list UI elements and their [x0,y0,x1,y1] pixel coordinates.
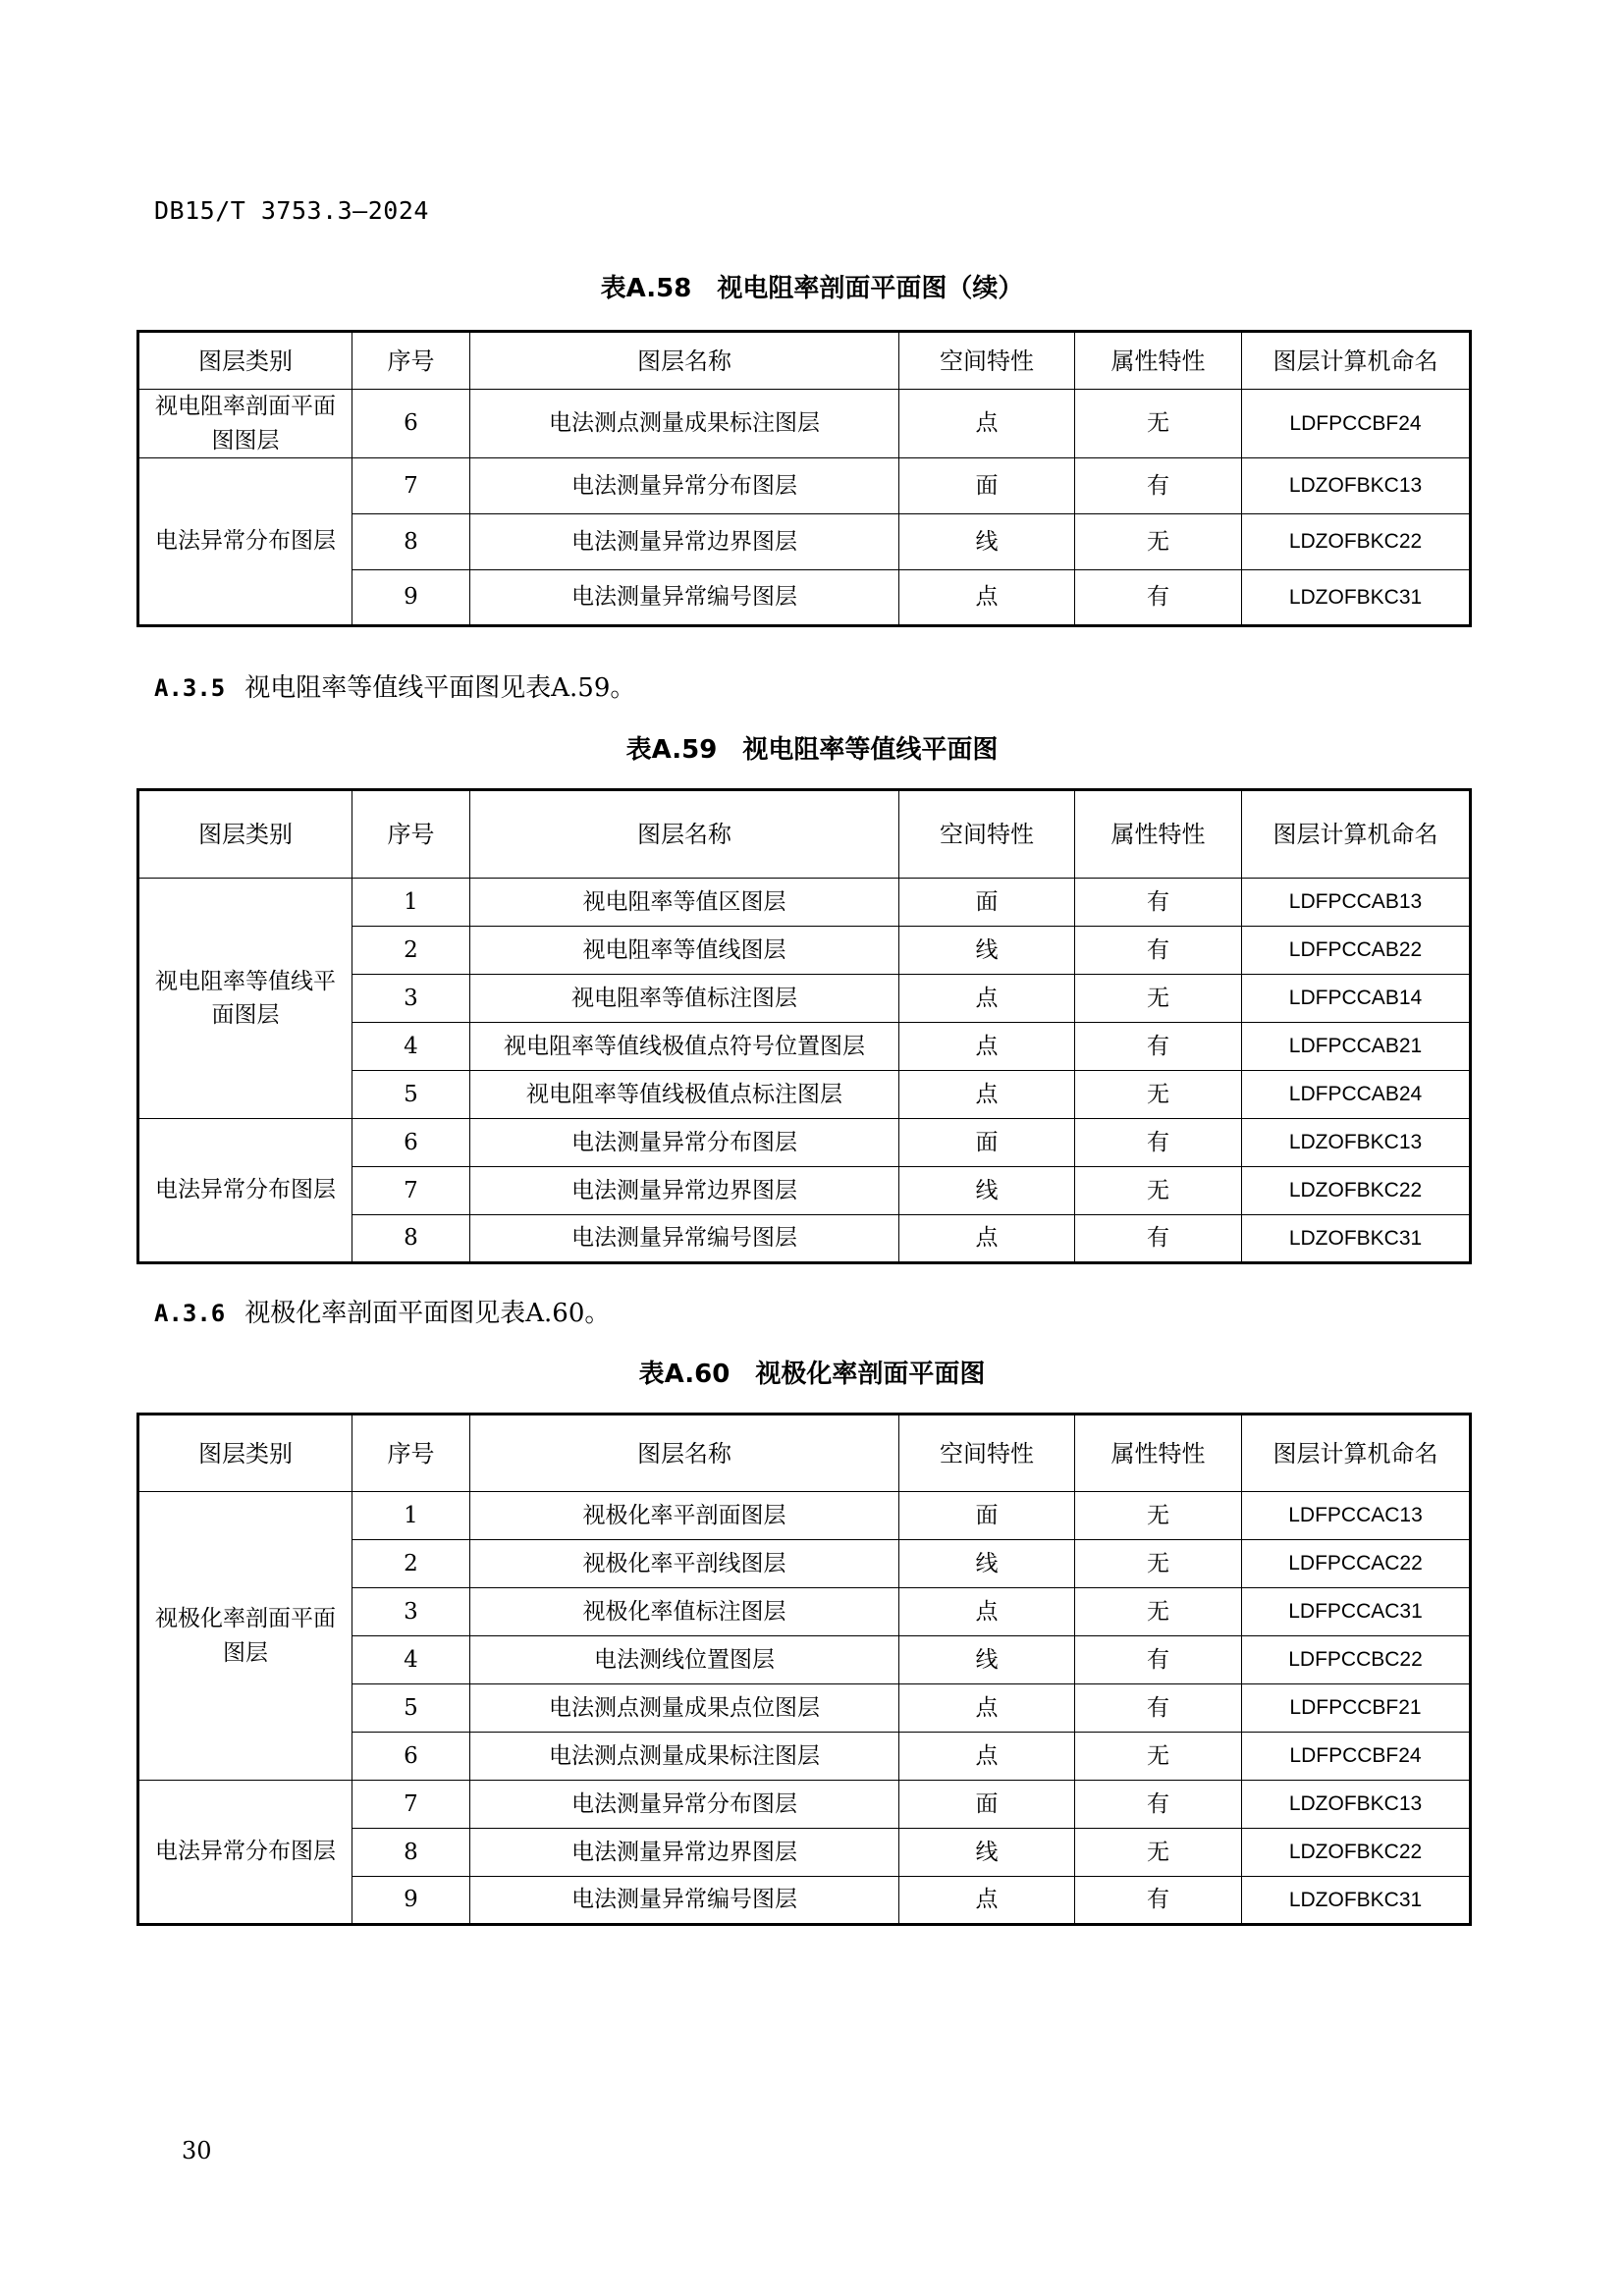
column-header: 图层名称 [470,1415,899,1492]
section-text: 视电阻率等值线平面图见表A.59。 [244,673,636,703]
row-number: 6 [352,1119,470,1167]
layer-name: 电法测量异常分布图层 [470,458,899,514]
row-number: 7 [352,1167,470,1215]
attribute-type: 有 [1075,458,1242,514]
column-header: 空间特性 [899,332,1075,390]
section-a-3-5 [154,667,635,704]
row-number: 6 [352,390,470,458]
layer-category: 视电阻率等值线平面图层 [138,879,352,1119]
spatial-type: 点 [899,1877,1075,1925]
row-number: 7 [352,1781,470,1829]
spatial-type: 线 [899,927,1075,975]
column-header: 图层名称 [470,790,899,879]
spatial-type: 线 [899,1167,1075,1215]
table-58 [136,330,1472,627]
layer-code: LDZOFBKC22 [1242,1167,1471,1215]
attribute-type: 有 [1075,1215,1242,1263]
layer-name: 视电阻率等值区图层 [470,879,899,927]
spatial-type: 点 [899,1023,1075,1071]
layer-name: 电法测线位置图层 [470,1636,899,1684]
column-header: 序号 [352,332,470,390]
layer-name: 电法测量异常边界图层 [470,514,899,570]
layer-code: LDFPCCAC22 [1242,1540,1471,1588]
row-number: 4 [352,1636,470,1684]
spatial-type: 点 [899,975,1075,1023]
layer-name: 视电阻率等值标注图层 [470,975,899,1023]
column-header: 图层计算机命名 [1242,1415,1471,1492]
column-header: 图层计算机命名 [1242,790,1471,879]
column-header: 空间特性 [899,1415,1075,1492]
table-row [138,1119,1471,1167]
header-row [138,332,1471,390]
attribute-type: 无 [1075,1733,1242,1781]
row-number: 4 [352,1023,470,1071]
attribute-type: 有 [1075,1023,1242,1071]
layer-category: 视极化率剖面平面图层 [138,1492,352,1781]
layer-code: LDZOFBKC31 [1242,570,1471,626]
spatial-type: 点 [899,390,1075,458]
layer-name: 视电阻率等值线极值点标注图层 [470,1071,899,1119]
row-number: 8 [352,1829,470,1877]
layer-name: 电法测量异常边界图层 [470,1167,899,1215]
column-header: 图层类别 [138,1415,352,1492]
spatial-type: 点 [899,1588,1075,1636]
layer-code: LDZOFBKC22 [1242,514,1471,570]
attribute-type: 无 [1075,1492,1242,1540]
attribute-type: 无 [1075,1071,1242,1119]
row-number: 1 [352,1492,470,1540]
spatial-type: 面 [899,1119,1075,1167]
column-header: 属性特性 [1075,790,1242,879]
layer-name: 电法测点测量成果点位图层 [470,1684,899,1733]
section-number: A.3.5 [154,674,226,702]
layer-category: 电法异常分布图层 [138,458,352,626]
layer-name: 电法测量异常分布图层 [470,1119,899,1167]
table-60-caption: 表A.60 视极化率剖面平面图 [638,1360,986,1389]
layer-name: 电法测量异常编号图层 [470,1215,899,1263]
column-header: 图层类别 [138,332,352,390]
row-number: 8 [352,514,470,570]
column-header: 序号 [352,1415,470,1492]
layer-name: 视电阻率等值线图层 [470,927,899,975]
layer-name: 视极化率值标注图层 [470,1588,899,1636]
section-number: A.3.6 [154,1300,226,1327]
attribute-type: 无 [1075,514,1242,570]
layer-code: LDZOFBKC13 [1242,458,1471,514]
document-code: DB15/T 3753.3—2024 [154,196,429,225]
table-59-caption: 表A.59 视电阻率等值线平面图 [625,735,999,765]
attribute-type: 无 [1075,975,1242,1023]
spatial-type: 线 [899,514,1075,570]
layer-name: 电法测量异常边界图层 [470,1829,899,1877]
spatial-type: 点 [899,570,1075,626]
spatial-type: 面 [899,1492,1075,1540]
row-number: 9 [352,570,470,626]
attribute-type: 无 [1075,1588,1242,1636]
table-row [138,1781,1471,1829]
layer-code: LDFPCCBF24 [1242,390,1471,458]
column-header: 空间特性 [899,790,1075,879]
row-number: 5 [352,1071,470,1119]
attribute-type: 有 [1075,1781,1242,1829]
layer-name: 视极化率平剖线图层 [470,1540,899,1588]
layer-code: LDFPCCAC31 [1242,1588,1471,1636]
section-a-3-6 [154,1293,610,1329]
spatial-type: 线 [899,1829,1075,1877]
table-row [138,1492,1471,1540]
column-header: 序号 [352,790,470,879]
row-number: 9 [352,1877,470,1925]
spatial-type: 线 [899,1636,1075,1684]
row-number: 3 [352,1588,470,1636]
table-58-caption: 表A.58 视电阻率剖面平面图（续） [600,274,1024,303]
table-60 [136,1413,1472,1926]
spatial-type: 点 [899,1684,1075,1733]
attribute-type: 无 [1075,1540,1242,1588]
layer-name: 视电阻率等值线极值点符号位置图层 [470,1023,899,1071]
header-row [138,790,1471,879]
layer-code: LDZOFBKC31 [1242,1215,1471,1263]
layer-code: LDZOFBKC13 [1242,1781,1471,1829]
attribute-type: 无 [1075,1829,1242,1877]
attribute-type: 有 [1075,1877,1242,1925]
layer-name: 电法测点测量成果标注图层 [470,1733,899,1781]
header-row [138,1415,1471,1492]
layer-code: LDFPCCAB22 [1242,927,1471,975]
column-header: 属性特性 [1075,1415,1242,1492]
layer-code: LDZOFBKC31 [1242,1877,1471,1925]
spatial-type: 点 [899,1733,1075,1781]
layer-code: LDZOFBKC22 [1242,1829,1471,1877]
row-number: 5 [352,1684,470,1733]
attribute-type: 有 [1075,570,1242,626]
layer-category: 视电阻率剖面平面图图层 [138,390,352,458]
layer-code: LDFPCCBC22 [1242,1636,1471,1684]
attribute-type: 有 [1075,1684,1242,1733]
row-number: 1 [352,879,470,927]
spatial-type: 点 [899,1071,1075,1119]
row-number: 6 [352,1733,470,1781]
layer-code: LDFPCCAB13 [1242,879,1471,927]
attribute-type: 有 [1075,927,1242,975]
attribute-type: 有 [1075,1636,1242,1684]
layer-name: 视极化率平剖面图层 [470,1492,899,1540]
row-number: 7 [352,458,470,514]
attribute-type: 有 [1075,1119,1242,1167]
spatial-type: 面 [899,1781,1075,1829]
layer-code: LDFPCCBF24 [1242,1733,1471,1781]
column-header: 图层名称 [470,332,899,390]
row-number: 2 [352,1540,470,1588]
attribute-type: 无 [1075,1167,1242,1215]
column-header: 属性特性 [1075,332,1242,390]
attribute-type: 有 [1075,879,1242,927]
row-number: 8 [352,1215,470,1263]
layer-code: LDFPCCBF21 [1242,1684,1471,1733]
layer-category: 电法异常分布图层 [138,1781,352,1925]
layer-name: 电法测点测量成果标注图层 [470,390,899,458]
table-row [138,879,1471,927]
row-number: 3 [352,975,470,1023]
layer-name: 电法测量异常分布图层 [470,1781,899,1829]
layer-code: LDFPCCAC13 [1242,1492,1471,1540]
layer-name: 电法测量异常编号图层 [470,1877,899,1925]
layer-code: LDFPCCAB21 [1242,1023,1471,1071]
column-header: 图层计算机命名 [1242,332,1471,390]
spatial-type: 点 [899,1215,1075,1263]
column-header: 图层类别 [138,790,352,879]
page-number: 30 [182,2137,212,2164]
table-59 [136,788,1472,1264]
table-row [138,458,1471,514]
section-text: 视极化率剖面平面图见表A.60。 [244,1299,611,1328]
row-number: 2 [352,927,470,975]
layer-name: 电法测量异常编号图层 [470,570,899,626]
layer-code: LDFPCCAB24 [1242,1071,1471,1119]
layer-code: LDZOFBKC13 [1242,1119,1471,1167]
spatial-type: 面 [899,879,1075,927]
table-row [138,390,1471,458]
attribute-type: 无 [1075,390,1242,458]
spatial-type: 线 [899,1540,1075,1588]
spatial-type: 面 [899,458,1075,514]
layer-category: 电法异常分布图层 [138,1119,352,1263]
layer-code: LDFPCCAB14 [1242,975,1471,1023]
